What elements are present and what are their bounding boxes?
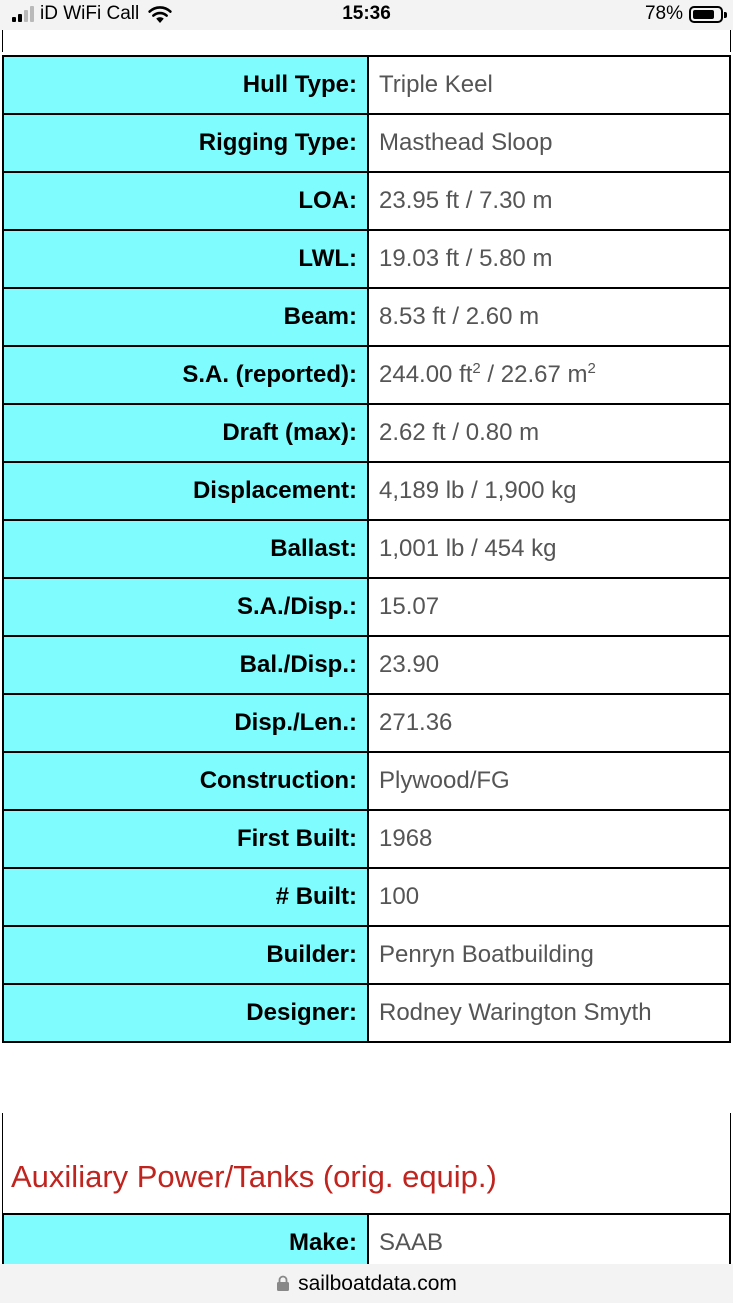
spec-label: Designer:: [3, 984, 368, 1042]
spec-row-built: [3, 868, 730, 926]
page-content: [0, 30, 733, 1264]
spec-value: 4,189 lb / 1,900 kg: [368, 462, 730, 520]
spec-value: 100: [368, 868, 730, 926]
lock-icon: [276, 1275, 290, 1292]
spec-label: Displacement:: [3, 462, 368, 520]
spec-value: 8.53 ft / 2.60 m: [368, 288, 730, 346]
spec-value: 23.90: [368, 636, 730, 694]
spec-label: LOA:: [3, 172, 368, 230]
spec-label: # Built:: [3, 868, 368, 926]
status-time: 15:36: [342, 3, 391, 24]
spec-value: 1968: [368, 810, 730, 868]
status-right: [645, 2, 723, 26]
spec-value: 23.95 ft / 7.30 m: [368, 172, 730, 230]
spec-row-beam: [3, 288, 730, 346]
spec-label: Disp./Len.:: [3, 694, 368, 752]
spec-value: Plywood/FG: [368, 752, 730, 810]
spec-value: 15.07: [368, 578, 730, 636]
spec-row-ballast: [3, 520, 730, 578]
spec-label: Bal./Disp.:: [3, 636, 368, 694]
spec-label: Draft (max):: [3, 404, 368, 462]
spec-row-first-built: [3, 810, 730, 868]
spec-row-loa: [3, 172, 730, 230]
spec-label: Rigging Type:: [3, 114, 368, 172]
spec-value: 19.03 ft / 5.80 m: [368, 230, 730, 288]
spec-row-designer: [3, 984, 730, 1042]
spec-value: Penryn Boatbuilding: [368, 926, 730, 984]
spec-label: Ballast:: [3, 520, 368, 578]
spec-row-disp-len: [3, 694, 730, 752]
spec-value: 2.62 ft / 0.80 m: [368, 404, 730, 462]
value-part: / 22.67 m: [480, 361, 588, 388]
spec-row-construction: [3, 752, 730, 810]
frame-border-left: [2, 30, 3, 52]
spec-value: Masthead Sloop: [368, 114, 730, 172]
value-part: 244.00 ft: [379, 361, 473, 388]
spec-value: Triple Keel: [368, 56, 730, 114]
spec-value: 1,001 lb / 454 kg: [368, 520, 730, 578]
spec-label: S.A./Disp.:: [3, 578, 368, 636]
spec-value: Rodney Warington Smyth: [368, 984, 730, 1042]
spec-value: [368, 346, 730, 404]
battery-icon: [689, 6, 723, 23]
spec-row-builder: [3, 926, 730, 984]
spec-row-s-a-reported: [3, 346, 730, 404]
spec-row-lwl: [3, 230, 730, 288]
spec-row-hull-type: [3, 56, 730, 114]
spec-row-draft-max: [3, 404, 730, 462]
spec-label: Hull Type:: [3, 56, 368, 114]
spec-row-s-a-disp: [3, 578, 730, 636]
spec-label: Beam:: [3, 288, 368, 346]
carrier-label: iD WiFi Call: [40, 3, 140, 24]
spec-label: LWL:: [3, 230, 368, 288]
frame-border-right: [730, 30, 731, 52]
superscript: 2: [472, 360, 481, 377]
url-text: sailboatdata.com: [298, 1271, 457, 1295]
spec-row-rigging-type: [3, 114, 730, 172]
status-bar: [0, 0, 733, 30]
battery-percent: 78%: [644, 3, 683, 24]
spec-value: SAAB: [368, 1214, 730, 1272]
spec-row-bal-disp: [3, 636, 730, 694]
spec-label: S.A. (reported):: [3, 346, 368, 404]
spec-value: 271.36: [368, 694, 730, 752]
spec-label: Make:: [3, 1214, 368, 1272]
spec-row-displacement: [3, 462, 730, 520]
aux-section-heading: Auxiliary Power/Tanks (orig. equip.): [11, 1159, 497, 1194]
spec-label: Builder:: [3, 926, 368, 984]
spec-label: First Built:: [3, 810, 368, 868]
url-bar[interactable]: [0, 1264, 733, 1303]
spec-label: Construction:: [3, 752, 368, 810]
superscript: 2: [587, 360, 596, 377]
specs-table: [2, 55, 731, 1043]
